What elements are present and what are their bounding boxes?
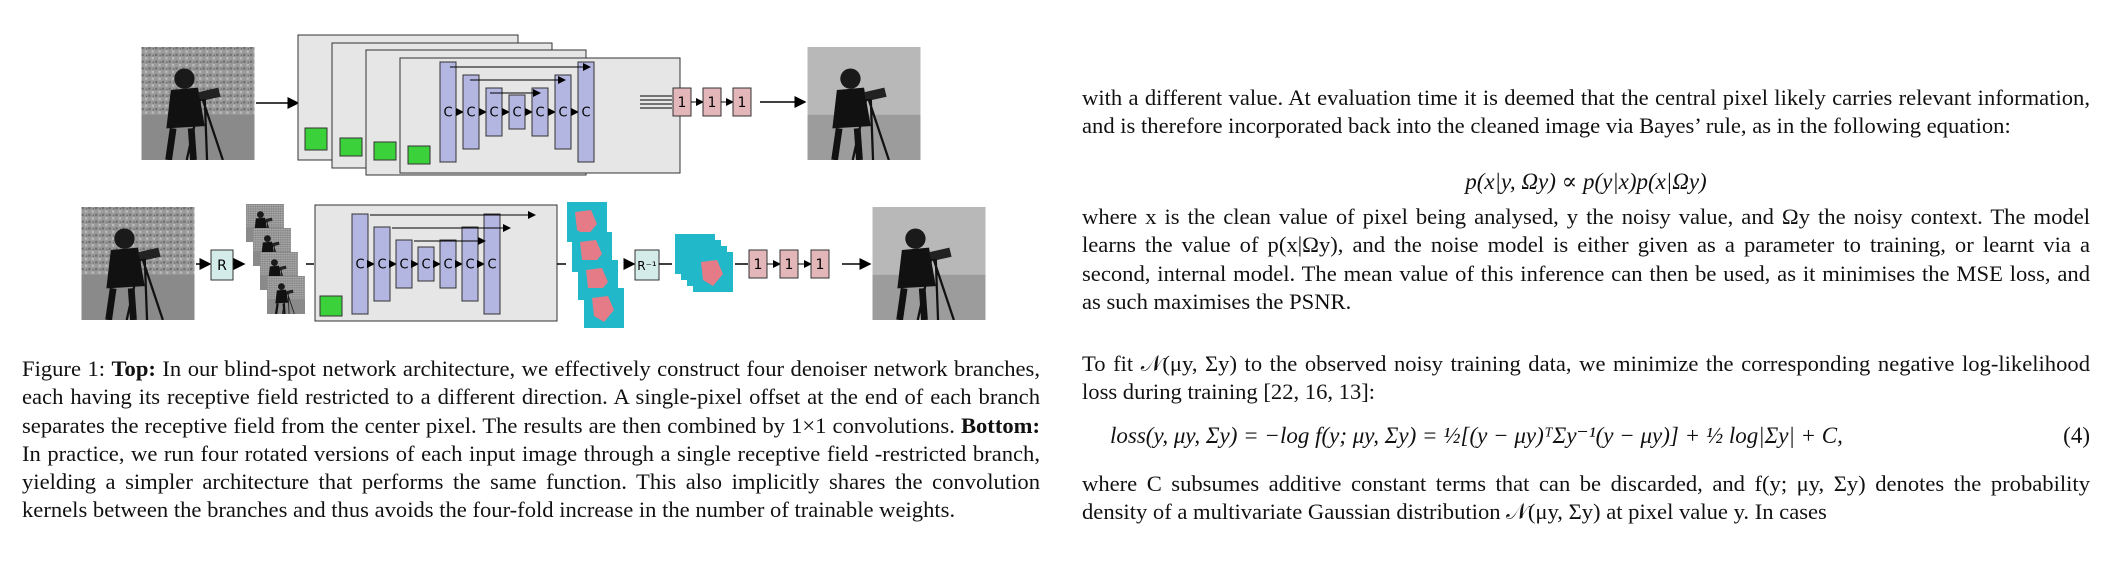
- equation-number: (4): [2063, 423, 2090, 448]
- top-convs-conv-1-label: C: [443, 105, 453, 121]
- bottom-convs-conv-1-label: C: [355, 257, 365, 273]
- top-convs-conv-2-label: C: [466, 105, 476, 121]
- shared-branch-panel: [315, 205, 557, 321]
- noisy-input-image-top: [142, 47, 255, 160]
- offset-box-left: [374, 142, 396, 160]
- top-convs-conv-4-label: C: [512, 105, 522, 121]
- unrotated-feature-stack: [675, 234, 733, 292]
- bottom-convs-conv-5-label: C: [443, 257, 453, 273]
- bottom-1x1-block-2-label: 1: [784, 256, 794, 273]
- bottom-1x1-block-1-label: 1: [753, 256, 763, 273]
- caption-figure-number: Figure 1:: [22, 356, 106, 381]
- rotated-images-stack: [246, 204, 305, 314]
- bottom-convs-conv-6-label: C: [465, 257, 475, 273]
- paragraph-constant-terms: where C subsumes additive constant terms that can be discarded, and f(y; μy, Σy) denotes the probability density of a multivariate Gaussian distribution 𝒩(μy, Σy) at pixel value y. In cases: [1082, 471, 2090, 525]
- top-convs-conv-5-label: C: [535, 105, 545, 121]
- bottom-row: [82, 202, 986, 328]
- top-convs-conv-6-label: C: [558, 105, 568, 121]
- paragraph-model-description: where x is the clean value of pixel being analysed, y the noisy value, and Ωy the noisy context. The model learns the value of p(x|Ωy), and the noise model is either given as a parameter to training, or learnt via a second, internal model. The mean value of this inference can then be used, as it minimises the MSE loss, and as such maximises the PSNR.: [1082, 204, 2090, 314]
- paragraph-nll-intro: To fit 𝒩(μy, Σy) to the observed noisy training data, we minimize the corresponding negative log-likelihood loss during training [22, 16, 13]:: [1082, 351, 2090, 405]
- bottom-convs-conv-3-label: C: [399, 257, 409, 273]
- equation-loss-body: loss(y, μy, Σy) = −log f(y; μy, Σy) = ½[(y − μy)ᵀΣy⁻¹(y − μy)] + ½ log|Σy| + C,: [1110, 423, 1843, 448]
- bottom-convs-conv-7-label: C: [487, 257, 497, 273]
- bottom-convs-conv-2-label: C: [377, 257, 387, 273]
- denoised-output-image-bottom: [873, 207, 986, 320]
- architecture-figure: [0, 0, 1060, 340]
- top-convs-conv-7-label: C: [581, 105, 591, 121]
- denoised-output-image-top: [808, 47, 921, 160]
- figure-caption: [22, 355, 1040, 525]
- caption-top-label: Top:: [111, 356, 156, 381]
- rotate-label: R: [217, 258, 227, 274]
- offset-box-down: [305, 128, 327, 150]
- offset-box-up: [340, 138, 362, 156]
- top-1x1-block-2-label: 1: [707, 94, 717, 111]
- paragraph-bayes-intro: with a different value. At evaluation time it is deemed that the central pixel likely carries relevant information, and is therefore incorporated back into the cleaned image via Bayes’ rule, as in the following equation:: [1082, 85, 2090, 139]
- caption-top-text: In our blind-spot network architecture, we effectively construct four denoiser network branches, each having its receptive field restricted to a different direction. A single-pixel offset at the end of each branch separates the receptive field from the center pixel. The results are then combined by 1×1 convolutions.: [22, 356, 1040, 438]
- top-1x1-block-1-label: 1: [677, 94, 687, 111]
- noisy-input-image-bottom: [82, 207, 195, 320]
- bottom-1x1-block-3-label: 1: [815, 256, 825, 273]
- caption-bottom-label: Bottom:: [960, 412, 1040, 438]
- unrotate-label: R⁻¹: [637, 259, 657, 273]
- top-row: [142, 35, 921, 175]
- caption-bottom-text: In practice, we run four rotated versions of each input image through a single receptive field -restricted branch, yielding a simpler architecture that performs the same function. This also implicitly shares the convolution kernels between the branches and thus avoids the four-fold increase in the number of trainable weights.: [22, 440, 1040, 523]
- bottom-convs-conv-4-label: C: [421, 257, 431, 273]
- rotated-feature-maps: [567, 202, 624, 328]
- top-1x1-block-3-label: 1: [737, 94, 747, 111]
- equation-bayes: p(x|y, Ωy) ∝ p(y|x)p(x|Ωy): [1465, 169, 1707, 194]
- top-convs-conv-3-label: C: [489, 105, 499, 121]
- offset-box-right: [408, 146, 430, 164]
- offset-box-shared: [320, 296, 342, 316]
